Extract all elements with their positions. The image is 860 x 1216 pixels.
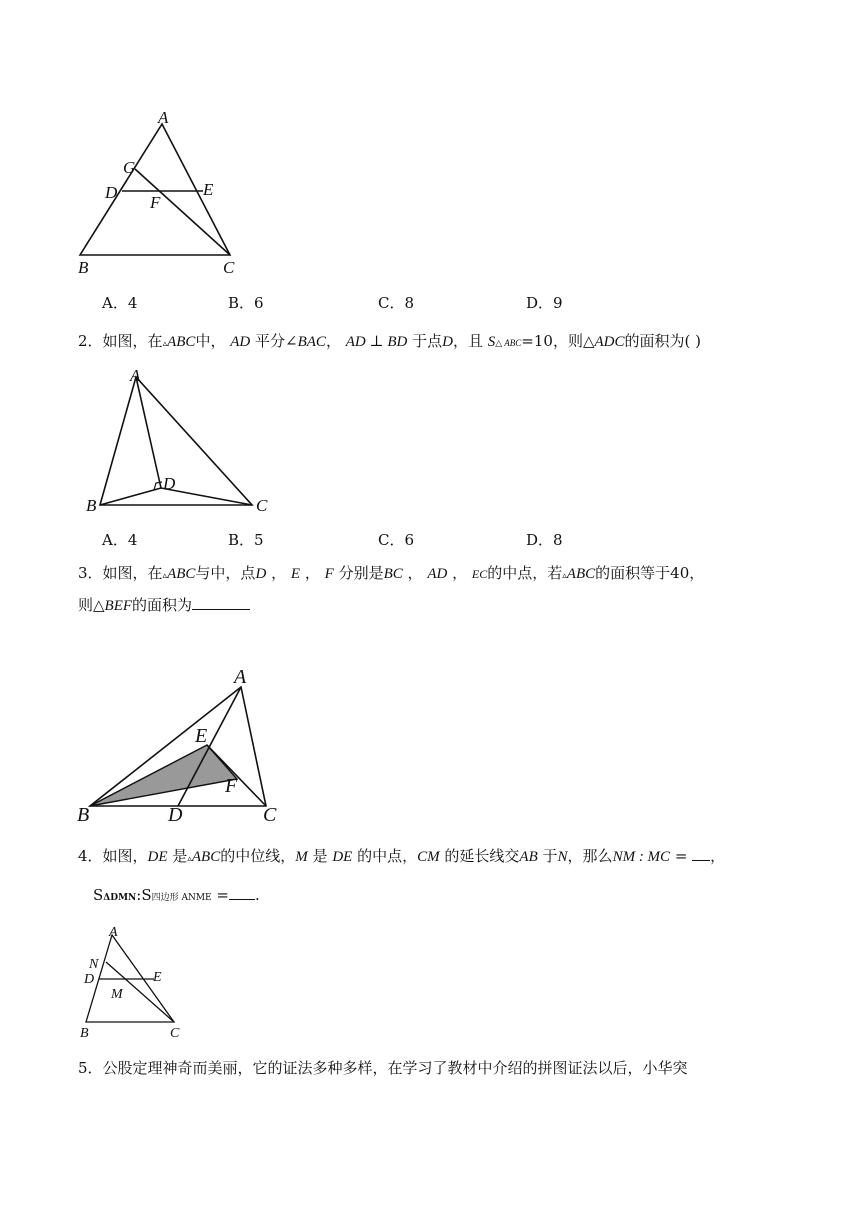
- figure-triangle-abc-defg: [70, 105, 260, 280]
- q4-m: M: [295, 849, 308, 865]
- q4-n: N: [557, 849, 568, 865]
- label-c: C: [170, 1026, 180, 1041]
- q2-area-s: S: [487, 334, 496, 350]
- figure-triangle-abc-d: [78, 365, 278, 520]
- q2-option-d[interactable]: D．8: [526, 531, 563, 549]
- q3-answer-blank[interactable]: [192, 595, 250, 610]
- label-c: C: [256, 496, 268, 515]
- triangle-abc: [100, 377, 252, 505]
- q3-ec: EC: [471, 567, 488, 581]
- q4-area-s: S: [141, 886, 152, 904]
- q4-text: 是: [172, 847, 188, 865]
- q3-text: 的面积等于: [595, 564, 671, 582]
- q3-sep: ，: [407, 564, 423, 582]
- q1-option-a[interactable]: A．4: [102, 294, 138, 312]
- q3-text: 的面积为: [132, 596, 193, 614]
- q2-bd: BD: [387, 334, 408, 350]
- q3-text: 与中，点: [195, 564, 256, 582]
- q4-de: DE: [332, 849, 353, 865]
- q2-text: ，: [325, 332, 341, 350]
- segment-bd: [100, 488, 161, 505]
- q3-text: 的中点，若: [487, 564, 563, 582]
- q3-sep: ，: [452, 564, 468, 582]
- q2-option-c[interactable]: C．6: [378, 531, 415, 549]
- q3-text: 则△: [78, 596, 105, 614]
- q4-answer-blank-1[interactable]: [692, 846, 710, 861]
- label-a: A: [158, 108, 169, 127]
- q2-option-b[interactable]: B．5: [228, 531, 264, 549]
- q1-option-c[interactable]: C．8: [378, 294, 415, 312]
- q2-d: D: [442, 334, 453, 350]
- triangle-symbol: ▵: [562, 571, 567, 581]
- q3-d: D: [255, 566, 267, 582]
- label-d: D: [163, 474, 176, 493]
- question-4-line-1: [78, 845, 725, 870]
- q3-bef: BEF: [104, 598, 133, 614]
- q4-equals: =: [670, 847, 693, 865]
- label-b: B: [86, 496, 97, 515]
- figure-triangle-abc-shaded: [74, 665, 289, 825]
- q4-abc: ABC: [191, 849, 221, 865]
- label-f: F: [225, 775, 238, 797]
- q4-answer-blank-2[interactable]: [229, 885, 255, 900]
- q1-option-d[interactable]: D．9: [526, 294, 563, 312]
- q4-text: ，那么: [567, 847, 613, 865]
- question-3-line-2: [78, 594, 250, 617]
- label-f: F: [150, 193, 161, 212]
- q4-number: 4．如图，: [78, 847, 148, 865]
- q4-de: DE: [147, 849, 168, 865]
- q4-text: 是: [312, 847, 328, 865]
- q3-f: F: [324, 566, 334, 582]
- q4-area-s: S: [93, 886, 104, 904]
- q2-angle-bac: ∠BAC: [285, 334, 326, 350]
- label-d: D: [84, 972, 95, 987]
- label-n: N: [89, 957, 99, 972]
- q2-option-a[interactable]: A．4: [102, 531, 138, 549]
- q4-colon: :: [136, 886, 142, 904]
- question-5: 5．公股定理神奇而美丽，它的证法多种多样，在学习了教材中介绍的拼图证法以后，小华突: [78, 1059, 688, 1077]
- label-g: G: [123, 158, 136, 177]
- q2-area-value: =10: [521, 332, 553, 350]
- label-b: B: [78, 258, 89, 277]
- q4-text: ，: [710, 847, 726, 865]
- segment-gc: [135, 169, 230, 255]
- label-e: E: [153, 970, 162, 985]
- q2-abc: ABC: [167, 334, 196, 350]
- q3-e: E: [290, 566, 301, 582]
- q4-text: 的中位线，: [220, 847, 296, 865]
- q1-option-b[interactable]: B．6: [228, 294, 264, 312]
- q2-number: 2．: [78, 332, 103, 350]
- q3-text: 3．如图，在: [78, 564, 163, 582]
- q4-period: .: [254, 886, 260, 904]
- label-c: C: [223, 258, 235, 277]
- q3-abc: ABC: [566, 566, 596, 582]
- q2-area-sub: △ ABC: [495, 338, 522, 348]
- label-a: A: [109, 925, 118, 940]
- q2-ad: AD: [345, 334, 366, 350]
- label-d: D: [105, 183, 118, 202]
- q4-text: 于: [542, 847, 558, 865]
- q2-ad: AD: [230, 334, 251, 350]
- label-a: A: [234, 666, 247, 688]
- q2-text: ，则△: [552, 332, 595, 350]
- label-b: B: [80, 1026, 89, 1041]
- label-e: E: [195, 725, 208, 747]
- q4-area-sub: 四边形 ANME: [151, 893, 212, 903]
- q3-comma: ，: [689, 564, 705, 582]
- q3-sep: ，: [271, 564, 287, 582]
- question-3-line-1: [78, 562, 704, 587]
- q4-text: 的延长线交: [444, 847, 520, 865]
- figure-triangle-abc-midline: [78, 922, 193, 1042]
- label-d: D: [168, 804, 183, 825]
- q3-text: 分别是: [338, 564, 384, 582]
- q2-adc: ADC: [594, 334, 625, 350]
- q4-text: 的中点，: [357, 847, 418, 865]
- question-2: [78, 330, 701, 355]
- q3-area-value: 40: [670, 564, 690, 582]
- q2-text: 的面积为( ): [624, 332, 701, 350]
- q3-ad: AD: [427, 566, 448, 582]
- perp-symbol: ⊥: [365, 334, 388, 350]
- q4-cm: CM: [417, 849, 440, 865]
- label-b: B: [77, 804, 90, 825]
- q4-equals: =: [211, 886, 229, 904]
- q3-abc: ABC: [167, 566, 196, 582]
- q4-ab: AB: [519, 849, 538, 865]
- question-4-line-2: [93, 884, 260, 909]
- q2-text: ，且: [452, 332, 483, 350]
- label-c: C: [263, 804, 277, 825]
- q2-text: 中，: [195, 332, 226, 350]
- triangle-symbol: ▵: [162, 571, 168, 581]
- triangle-symbol: ▵: [162, 339, 168, 349]
- q4-ratio: NM : MC: [612, 849, 671, 865]
- q4-area-sub: ΔDMN: [103, 893, 137, 903]
- label-m: M: [111, 987, 123, 1002]
- q2-text: 于点: [412, 332, 443, 350]
- segment-ad: [136, 377, 161, 488]
- q3-sep: ，: [304, 564, 320, 582]
- triangle-symbol: ▵: [187, 854, 192, 864]
- label-a: A: [130, 366, 141, 385]
- q2-text: 如图，在: [102, 332, 163, 350]
- q3-bc: BC: [383, 566, 403, 582]
- label-e: E: [203, 180, 214, 199]
- q2-text: 平分: [255, 332, 286, 350]
